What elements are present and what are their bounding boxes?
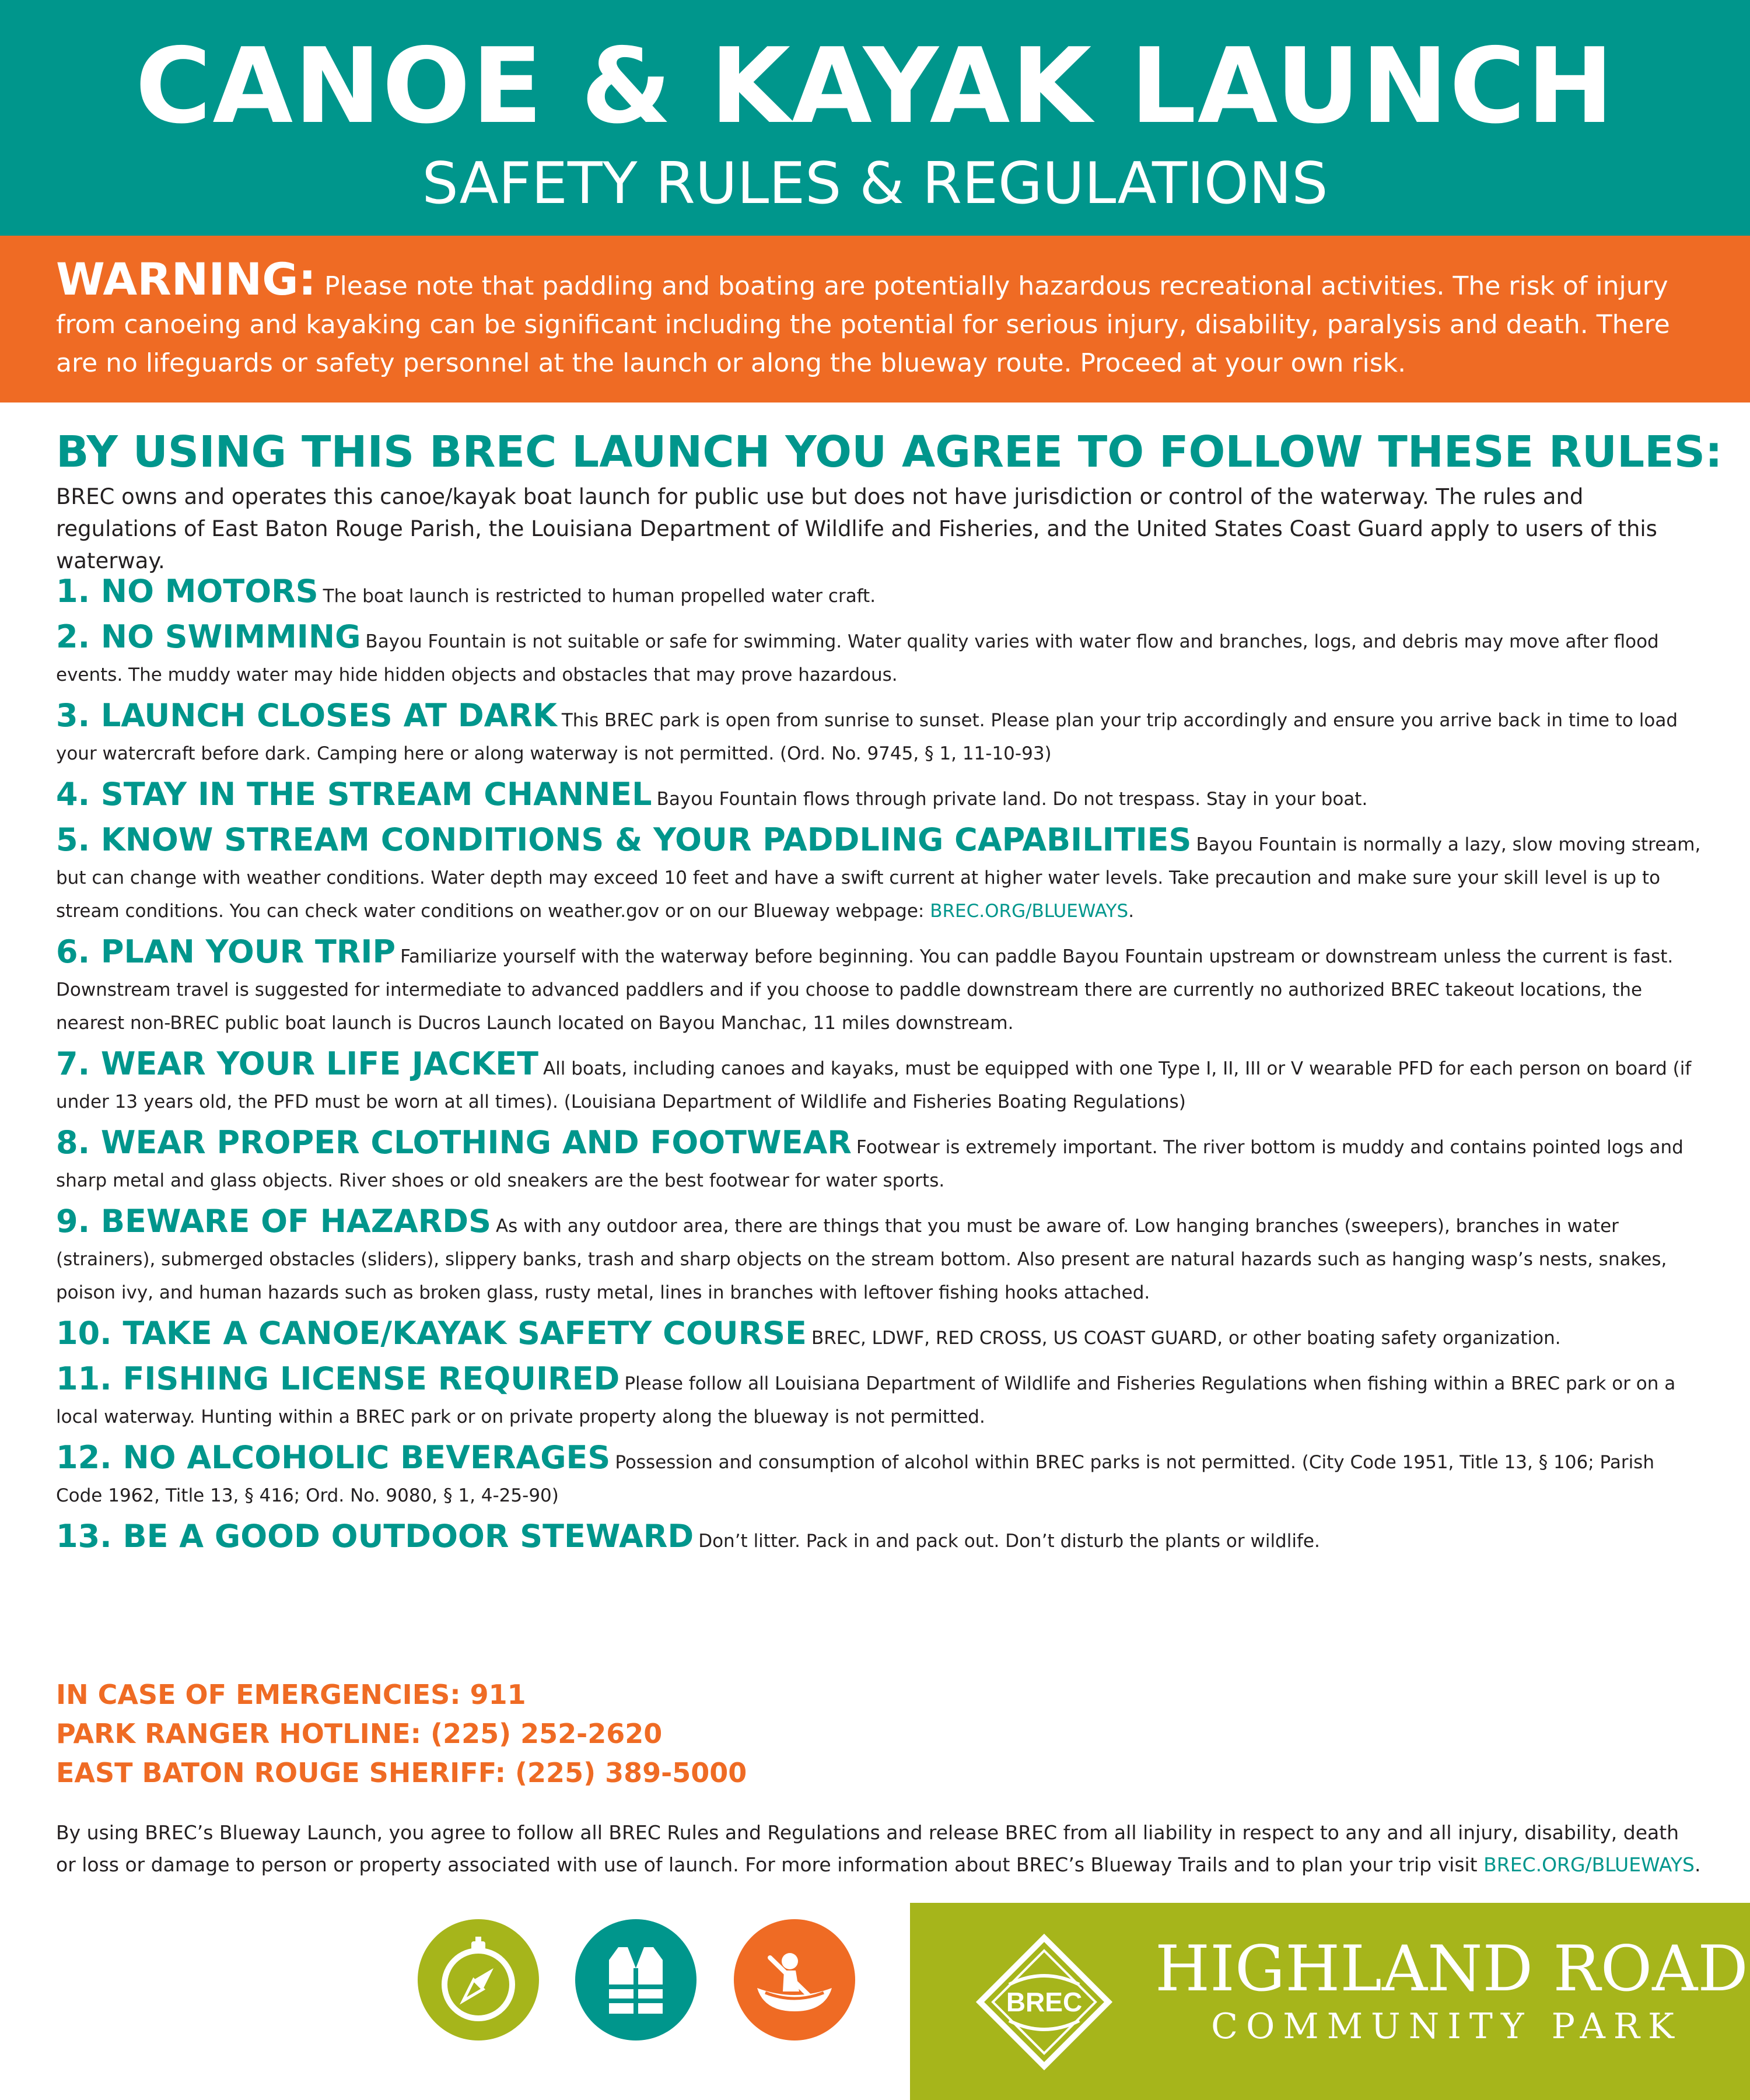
- rule-title: 12. NO ALCOHOLIC BEVERAGES: [56, 1439, 611, 1476]
- rule-item: [56, 1205, 1701, 1310]
- rule-title: 13. BE A GOOD OUTDOOR STEWARD: [56, 1518, 694, 1555]
- park-name: HIGHLAND ROAD: [1155, 1933, 1748, 2006]
- park-subtitle: COMMUNITY PARK: [1211, 2006, 1682, 2047]
- rule-text: Bayou Fountain is normally a lazy, slow moving stream, but can change with weather conditions. Water depth may exceed 10 feet and have a swift current at higher water levels. Take precaution and make sure your skill level is up to stream conditions. You can check water conditions on weather.gov or on our Blueway webpage:: [56, 834, 1701, 922]
- rule-item: [56, 575, 1701, 613]
- footer-blueways-link[interactable]: BREC.ORG/BLUEWAYS: [1483, 1853, 1695, 1876]
- compass-icon: [418, 1919, 539, 2041]
- rule-text: The boat launch is restricted to human propelled water craft.: [323, 586, 876, 607]
- rule-text: Please follow all Louisiana Department of Wildlife and Fisheries Regulations when fishing within a BREC park or on a local waterway. Hunting within a BREC park or on private property along the blueway is not permitted.: [56, 1373, 1676, 1427]
- rule-text: All boats, including canoes and kayaks, must be equipped with one Type I, II, III or V wearable PFD for each person on board (if under 13 years old, the PFD must be worn at all times). (Louisiana Department of Wildlife and Fisheries Boating Regulations): [56, 1058, 1692, 1112]
- rule-text: Familiarize yourself with the waterway before beginning. You can paddle Bayou Fountain upstream or downstream unless the current is fast. Downstream travel is suggested for intermediate to advanced paddlers and if you choose to paddle downstream there are currently no authorized BREC takeout locations, the nearest non-BREC public boat launch is Ducros Launch located on Bayou Manchac, 11 miles downstream.: [56, 946, 1674, 1034]
- rule-item: [56, 1126, 1701, 1198]
- rule-title: 5. KNOW STREAM CONDITIONS & YOUR PADDLING CAPABILITIES: [56, 821, 1192, 858]
- rule-title: 10. TAKE A CANOE/KAYAK SAFETY COURSE: [56, 1315, 807, 1352]
- liability-note: [56, 1817, 1701, 1881]
- rule-item: [56, 1047, 1701, 1119]
- park-brand-panel: [910, 1903, 1750, 2100]
- rule-text: Possession and consumption of alcohol within BREC parks is not permitted. (City Code 1951, Title 13, § 106; Parish Code 1962, Title 13, § 416; Ord. No. 9080, § 1, 4-25-90): [56, 1452, 1654, 1506]
- ranger-hotline: PARK RANGER HOTLINE: (225) 252-2620: [56, 1718, 663, 1749]
- brec-logo: [968, 1926, 1120, 2078]
- warning-banner: [0, 236, 1750, 402]
- rule-title: 8. WEAR PROPER CLOTHING AND FOOTWEAR: [56, 1124, 852, 1161]
- sheriff-line: EAST BATON ROUGE SHERIFF: (225) 389-5000: [56, 1757, 747, 1788]
- rule-item: [56, 1441, 1701, 1513]
- rule-title: 6. PLAN YOUR TRIP: [56, 933, 396, 970]
- rules-list: [56, 575, 1701, 1565]
- rule-title: 2. NO SWIMMING: [56, 618, 361, 655]
- rule-text: Don’t litter. Pack in and pack out. Don’t disturb the plants or wildlife.: [698, 1531, 1320, 1552]
- rule-item: [56, 778, 1701, 816]
- rule-text-end: .: [1128, 901, 1135, 922]
- rule-title: 7. WEAR YOUR LIFE JACKET: [56, 1045, 538, 1082]
- brec-logo-text: BREC: [1006, 1987, 1083, 2017]
- rule-text: As with any outdoor area, there are things that you must be aware of. Low hanging branches (sweepers), branches in water (strainers), submerged obstacles (sliders), slippery banks, trash and sharp objects on the stream bottom. Also present are natural hazards such as hanging wasp’s nests, snakes, poison ivy, and human hazards such as broken glass, rusty metal, lines in branches with leftover fishing hooks attached.: [56, 1216, 1667, 1303]
- rules-heading: BY USING THIS BREC LAUNCH YOU AGREE TO FOLLOW THESE RULES:: [56, 427, 1723, 477]
- rule-item: [56, 699, 1701, 771]
- rule-title: 1. NO MOTORS: [56, 573, 318, 610]
- rule-item: [56, 823, 1701, 928]
- liability-text: By using BREC’s Blueway Launch, you agree to follow all BREC Rules and Regulations and release BREC from all liability in respect to any and all injury, disability, death or loss or damage to person or property associated with use of launch. For more information about BREC’s Blueway Trails and to plan your trip visit: [56, 1821, 1679, 1876]
- rule-item: [56, 935, 1701, 1040]
- rule-item: [56, 1520, 1701, 1558]
- page-title: CANOE & KAYAK LAUNCH: [135, 26, 1615, 146]
- liability-text-end: .: [1695, 1853, 1701, 1876]
- warning-label: WARNING:: [56, 253, 317, 305]
- warning-text: Please note that paddling and boating are potentially hazardous recreational activities. The risk of injury from canoeing and kayaking can be significant including the potential for serious injury, disability, paralysis and death. There are no lifeguards or safety personnel at the launch or along the blueway route. Proceed at your own risk.: [56, 271, 1670, 378]
- rule-title: 4. STAY IN THE STREAM CHANNEL: [56, 776, 652, 813]
- rule-text: BREC, LDWF, RED CROSS, US COAST GUARD, or other boating safety organization.: [811, 1328, 1561, 1349]
- rule-title: 3. LAUNCH CLOSES AT DARK: [56, 697, 557, 734]
- rule-title: 11. FISHING LICENSE REQUIRED: [56, 1360, 620, 1397]
- intro-text: BREC owns and operates this canoe/kayak boat launch for public use but does not have jurisdiction or control of the waterway. The rules and regulations of East Baton Rouge Parish, the Louisiana Department of Wildlife and Fisheries, and the United States Coast Guard apply to users of this waterway.: [56, 484, 1657, 573]
- emergency-line: IN CASE OF EMERGENCIES: 911: [56, 1679, 526, 1710]
- blueways-link[interactable]: BREC.ORG/BLUEWAYS: [930, 901, 1129, 922]
- header-banner: [0, 0, 1750, 236]
- rule-text: Bayou Fountain flows through private land. Do not trespass. Stay in your boat.: [656, 789, 1368, 810]
- rule-item: [56, 620, 1701, 692]
- life-jacket-icon: [575, 1919, 696, 2041]
- rule-text: Footwear is extremely important. The river bottom is muddy and contains pointed logs and sharp metal and glass objects. River shoes or old sneakers are the best footwear for water sports.: [56, 1137, 1684, 1191]
- rule-item: [56, 1362, 1701, 1434]
- rule-item: [56, 1317, 1701, 1355]
- rule-text: This BREC park is open from sunrise to sunset. Please plan your trip accordingly and ensure you arrive back in time to load your watercraft before dark. Camping here or along waterway is not permitted. (Ord. No. 9745, § 1, 11-10-93): [56, 710, 1678, 764]
- rule-text: Bayou Fountain is not suitable or safe for swimming. Water quality varies with water flow and branches, logs, and debris may move after flood events. The muddy water may hide hidden objects and obstacles that may prove hazardous.: [56, 631, 1659, 685]
- intro-section: [56, 426, 1723, 577]
- emergency-contacts: [56, 1675, 747, 1793]
- canoe-paddler-icon: [734, 1919, 855, 2041]
- rule-title: 9. BEWARE OF HAZARDS: [56, 1203, 491, 1240]
- page-subtitle: SAFETY RULES & REGULATIONS: [422, 150, 1328, 217]
